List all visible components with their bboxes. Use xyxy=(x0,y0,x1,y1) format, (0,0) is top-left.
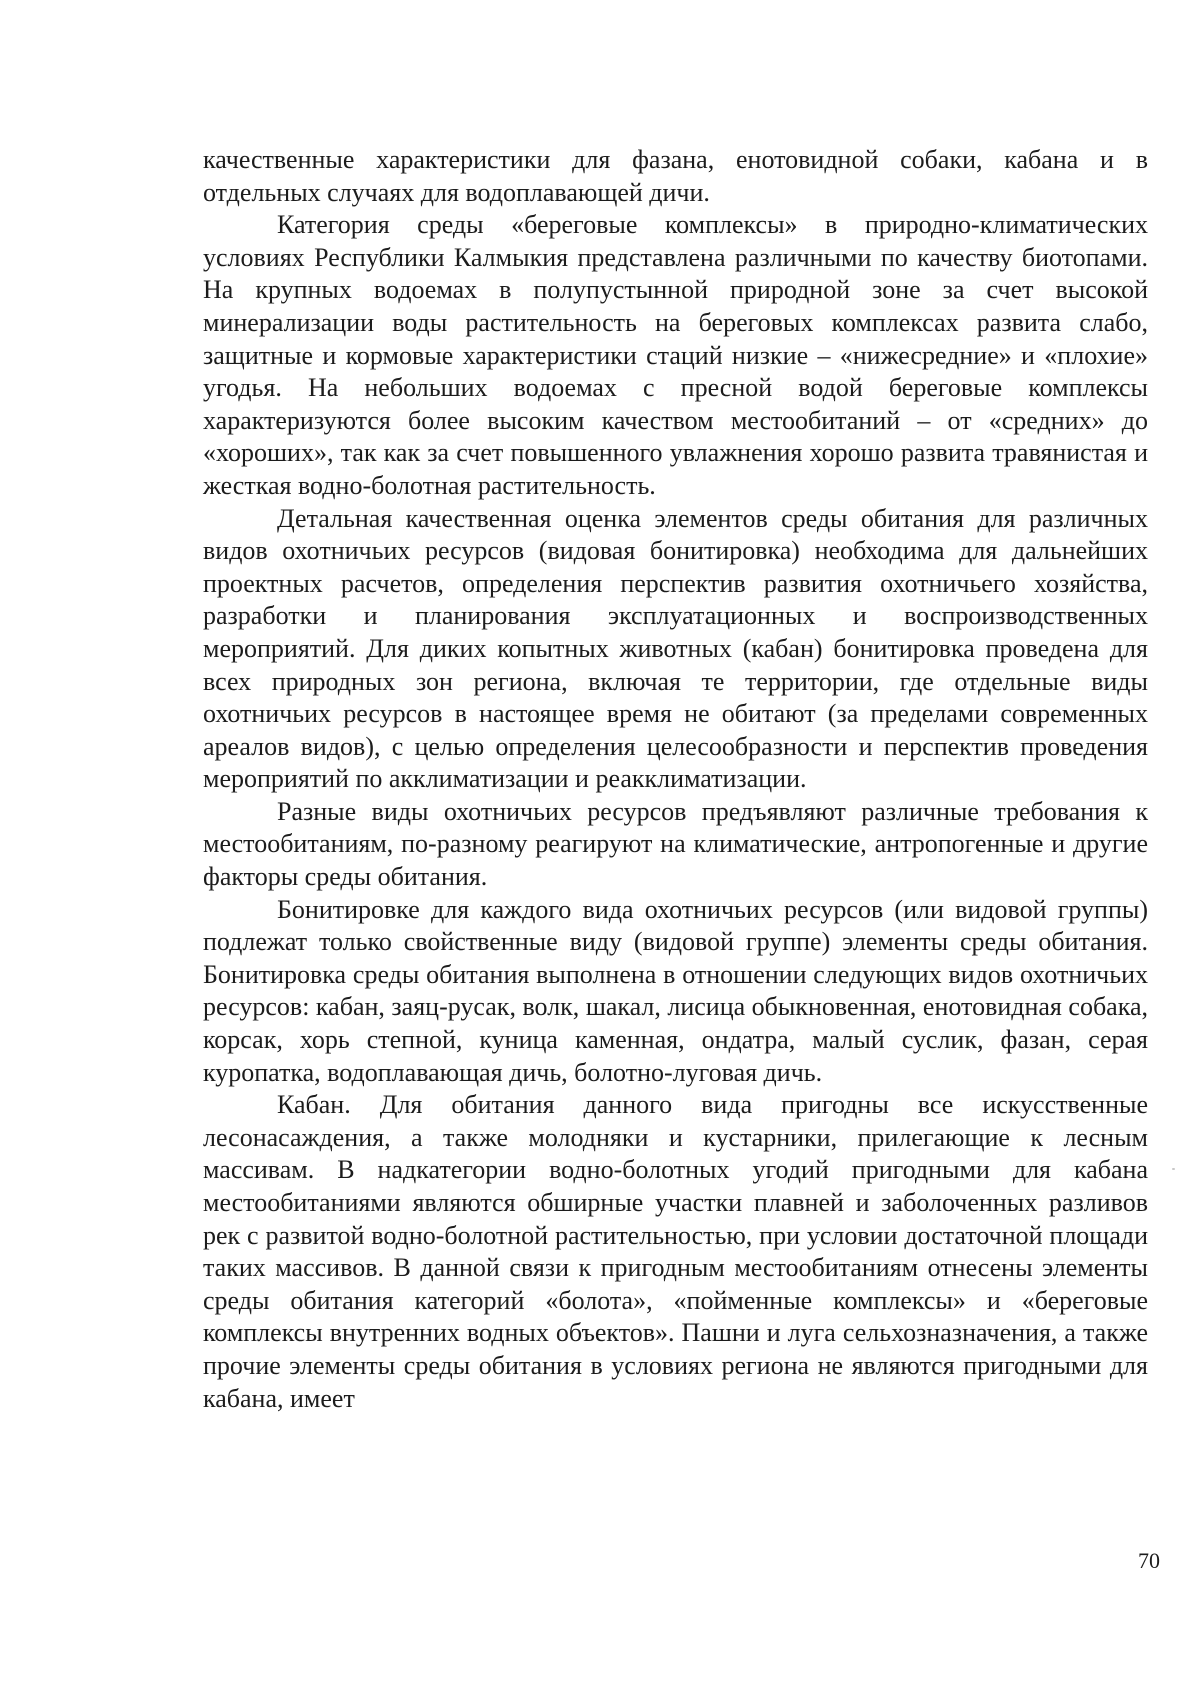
paragraph-coastal-complexes: Категория среды «береговые комплексы» в природно-климатических условиях Республики Калмыкия представлена различными по качеству биотопами. На крупных водоемах в полупустынной природной зоне за счет высокой минерализации воды растительность на береговых комплексах развита слабо, защитные и кормовые характеристики стаций низкие – «нижесредние» и «плохие» угодья. На небольших водоемах с пресной водой береговые комплексы характеризуются более высоким качеством местообитаний – от «средних» до «хороших», так как за счет повышенного увлажнения хорошо развита травянистая и жесткая водно-болотная растительность. xyxy=(203,210,1148,500)
paragraph-wild-boar: Кабан. Для обитания данного вида пригодны все искусственные лесонасаждения, а также молодняки и кустарники, прилегающие к лесным массивам. В надкатегории водно-болотных угодий пригодными для кабана местообитаниями являются обширные участки плавней и заболоченных разливов рек с развитой водно-болотной растительностью, при условии достаточной площади таких массивов. В данной связи к пригодным местообитаниям отнесены элементы среды обитания категорий «болота», «пойменные комплексы» и «береговые комплексы внутренних водных объектов». Пашни и луга сельхозназначения, а также прочие элементы среды обитания в условиях региона не являются пригодными для кабана, имеет xyxy=(203,1090,1148,1413)
paragraph-species-bonitation: Детальная качественная оценка элементов среды обитания для различных видов охотничьих ресурсов (видовая бонитировка) необходима для дальнейших проектных расчетов, определения перспектив развития охотничьего хозяйства, разработки и планирования эксплуатационных и воспроизводственных мероприятий. Для диких копытных животных (кабан) бонитировка проведена для всех природных зон региона, включая те территории, где отдельные виды охотничьих ресурсов в настоящее время не обитают (за пределами современных ареалов видов), с целью определения целесообразности и перспектив проведения мероприятий по акклиматизации и реакклиматизации. xyxy=(203,503,1148,794)
page-number: 70 xyxy=(1138,1548,1160,1573)
paragraph-species-list: Бонитировке для каждого вида охотничьих ресурсов (или видовой группы) подлежат только свойственные виду (видовой группе) элементы среды обитания. Бонитировка среды обитания выполнена в отношении следующих видов охотничьих ресурсов: кабан, заяц-русак, волк, шакал, лисица обыкновенная, енотовидная собака, корсак, хорь степной, куница каменная, ондатра, малый суслик, фазан, серая куропатка, водоплавающая дичь, болотно-луговая дичь. xyxy=(203,894,1148,1087)
paragraph-habitat-requirements: Разные виды охотничьих ресурсов предъявляют различные требования к местообитаниям, по-разному реагируют на климатические, антропогенные и другие факторы среды обитания. xyxy=(203,796,1148,892)
paragraph-continued: качественные характеристики для фазана, енотовидной собаки, кабана и в отдельных случаях для водоплавающей дичи. xyxy=(203,145,1148,207)
body-text xyxy=(203,144,1148,1415)
scan-speck xyxy=(1172,1168,1175,1170)
